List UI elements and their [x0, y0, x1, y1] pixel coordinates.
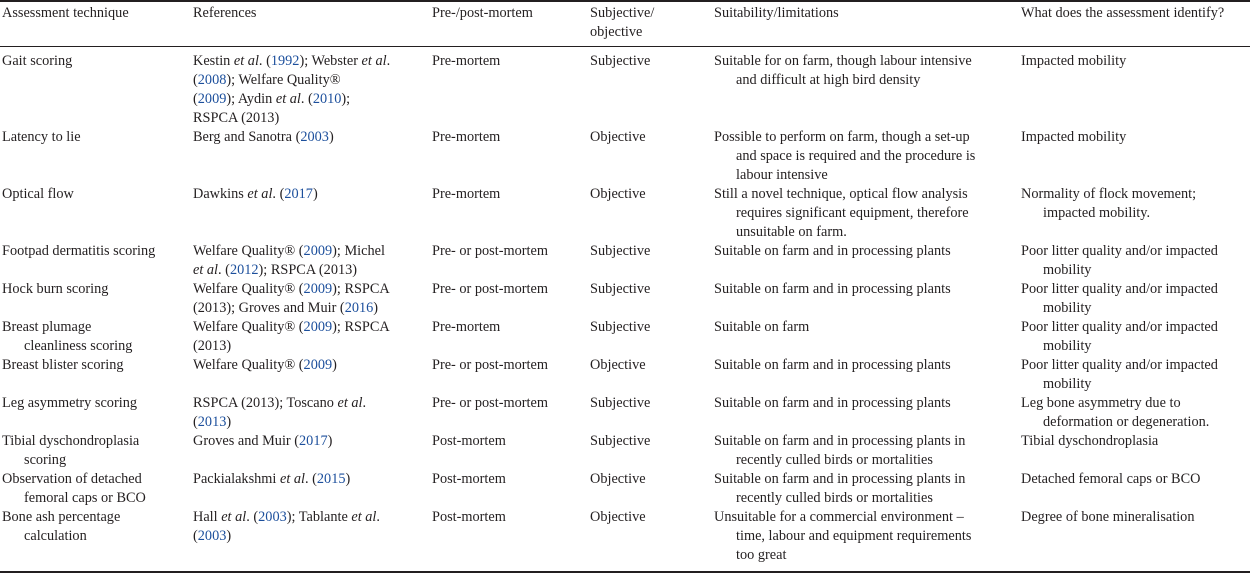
identify-line: mobility — [1043, 300, 1092, 316]
cell-subjective-objective: Subjective — [590, 281, 651, 297]
cell-identify — [1021, 318, 1218, 356]
header-objective-line: objective — [590, 24, 643, 40]
technique-line: Tibial dyschondroplasia — [2, 433, 140, 449]
identify-line: Impacted mobility — [1021, 53, 1127, 69]
cell-pre-post-mortem: Pre-mortem — [432, 186, 501, 202]
cell-subjective-objective: Objective — [590, 509, 646, 525]
cell-pre-post-mortem: Post-mortem — [432, 433, 506, 449]
header-suitability-limitations: Suitability/limitations — [714, 5, 839, 21]
cell-pre-post-mortem: Pre-mortem — [432, 129, 501, 145]
header-subjective-line: Subjective/ — [590, 5, 655, 21]
identify-line: Poor litter quality and/or impacted — [1021, 281, 1218, 297]
identify-line: Detached femoral caps or BCO — [1021, 471, 1201, 487]
cell-identify — [1021, 185, 1196, 223]
identify-line: Normality of flock movement; — [1021, 186, 1197, 202]
suitability-line: Unsuitable for a commercial environment – — [714, 509, 964, 525]
technique-line: femoral caps or BCO — [24, 490, 146, 506]
cell-identify — [1021, 394, 1209, 432]
cell-references: Welfare Quality® (2009); Michel et al. (2012); RSPCA (2013) — [193, 243, 385, 278]
technique-line: Footpad dermatitis scoring — [2, 243, 156, 259]
header-what-identified: What does the assessment identify? — [1021, 5, 1225, 21]
cell-technique — [2, 242, 155, 261]
cell-identify — [1021, 508, 1194, 527]
cell-pre-post-mortem: Post-mortem — [432, 471, 506, 487]
suitability-line: Suitable on farm and in processing plants in — [714, 433, 966, 449]
cell-subjective-objective: Subjective — [590, 433, 651, 449]
header-bottom-rule — [0, 46, 1250, 47]
cell-pre-post-mortem: Pre- or post-mortem — [432, 281, 548, 297]
suitability-line: Suitable on farm — [714, 319, 810, 335]
cell-pre-post-mortem: Pre-mortem — [432, 53, 501, 69]
cell-identify — [1021, 356, 1218, 394]
cell-identify — [1021, 52, 1126, 71]
suitability-line: Still a novel technique, optical flow analysis — [714, 186, 968, 202]
cell-references: Groves and Muir (2017) — [193, 433, 333, 449]
cell-suitability — [714, 128, 975, 185]
suitability-line: too great — [736, 547, 787, 563]
technique-line: Observation of detached — [2, 471, 142, 487]
cell-references: RSPCA (2013); Toscano et al. (2013) — [193, 395, 367, 430]
identify-line: Poor litter quality and/or impacted — [1021, 357, 1218, 373]
suitability-line: recently culled birds or mortalities — [736, 452, 933, 468]
cell-suitability — [714, 318, 809, 337]
suitability-line: Suitable on farm and in processing plants — [714, 357, 951, 373]
identify-line: impacted mobility. — [1043, 205, 1151, 221]
technique-line: Breast plumage — [2, 319, 92, 335]
cell-references: Dawkins et al. (2017) — [193, 186, 318, 202]
cell-technique — [2, 52, 72, 71]
technique-line: calculation — [24, 528, 87, 544]
identify-line: Leg bone asymmetry due to — [1021, 395, 1181, 411]
cell-suitability — [714, 356, 951, 375]
cell-technique — [2, 470, 146, 508]
suitability-line: unsuitable on farm. — [736, 224, 847, 240]
cell-references: Kestin et al. (1992); Webster et al. (2008); Welfare Quality® (2009); Aydin et al. (2010); RSPCA (2013) — [193, 53, 391, 126]
cell-pre-post-mortem: Pre-mortem — [432, 319, 501, 335]
technique-line: Latency to lie — [2, 129, 81, 145]
cell-pre-post-mortem: Pre- or post-mortem — [432, 243, 548, 259]
technique-line: Leg asymmetry scoring — [2, 395, 137, 411]
technique-line: Bone ash percentage — [2, 509, 121, 525]
cell-references: Welfare Quality® (2009); RSPCA (2013) — [193, 319, 390, 354]
identify-line: Poor litter quality and/or impacted — [1021, 319, 1218, 335]
cell-technique — [2, 394, 137, 413]
cell-subjective-objective: Subjective — [590, 243, 651, 259]
cell-references: Welfare Quality® (2009); RSPCA (2013); Groves and Muir (2016) — [193, 281, 390, 316]
suitability-line: Suitable on farm and in processing plants — [714, 243, 951, 259]
header-pre-post-mortem: Pre-/post-mortem — [432, 5, 533, 21]
cell-identify — [1021, 470, 1200, 489]
cell-subjective-objective: Objective — [590, 129, 646, 145]
technique-line: Breast blister scoring — [2, 357, 124, 373]
suitability-line: labour intensive — [736, 167, 828, 183]
cell-suitability — [714, 280, 951, 299]
header-assessment-technique: Assessment technique — [2, 5, 129, 21]
cell-suitability — [714, 242, 951, 261]
cell-suitability — [714, 394, 951, 413]
identify-line: Impacted mobility — [1021, 129, 1127, 145]
identify-line: Poor litter quality and/or impacted — [1021, 243, 1218, 259]
cell-pre-post-mortem: Pre- or post-mortem — [432, 357, 548, 373]
suitability-line: time, labour and equipment requirements — [736, 528, 972, 544]
identify-line: mobility — [1043, 376, 1092, 392]
cell-references: Berg and Sanotra (2003) — [193, 129, 334, 145]
suitability-line: Suitable on farm and in processing plants — [714, 395, 951, 411]
cell-identify — [1021, 432, 1158, 451]
cell-suitability — [714, 432, 965, 470]
table-top-rule — [0, 0, 1250, 2]
cell-technique — [2, 128, 81, 147]
identify-line: mobility — [1043, 338, 1092, 354]
cell-subjective-objective: Objective — [590, 186, 646, 202]
cell-technique — [2, 280, 108, 299]
cell-references: Hall et al. (2003); Tablante et al. (2003) — [193, 509, 380, 544]
cell-subjective-objective: Subjective — [590, 319, 651, 335]
cell-references: Packialakshmi et al. (2015) — [193, 471, 351, 487]
identify-line: deformation or degeneration. — [1043, 414, 1210, 430]
cell-pre-post-mortem: Post-mortem — [432, 509, 506, 525]
cell-references: Welfare Quality® (2009) — [193, 357, 337, 373]
cell-technique — [2, 432, 139, 470]
technique-line: Optical flow — [2, 186, 74, 202]
cell-subjective-objective: Subjective — [590, 53, 651, 69]
cell-suitability — [714, 185, 969, 242]
technique-line: Gait scoring — [2, 53, 73, 69]
cell-subjective-objective: Objective — [590, 357, 646, 373]
suitability-line: Suitable for on farm, though labour intensive — [714, 53, 972, 69]
header-references: References — [193, 5, 257, 21]
identify-line: Tibial dyschondroplasia — [1021, 433, 1159, 449]
header-subjective-objective — [590, 4, 654, 42]
cell-technique — [2, 318, 132, 356]
cell-suitability — [714, 52, 972, 90]
cell-suitability — [714, 508, 971, 565]
technique-line: scoring — [24, 452, 67, 468]
cell-technique — [2, 185, 74, 204]
cell-identify — [1021, 280, 1218, 318]
cell-subjective-objective: Subjective — [590, 395, 651, 411]
suitability-line: and difficult at high bird density — [736, 72, 921, 88]
cell-technique — [2, 356, 124, 375]
cell-identify — [1021, 242, 1218, 280]
table-bottom-rule — [0, 571, 1250, 573]
suitability-line: requires significant equipment, therefore — [736, 205, 969, 221]
cell-suitability — [714, 470, 965, 508]
suitability-line: and space is required and the procedure is — [736, 148, 976, 164]
suitability-line: Suitable on farm and in processing plants in — [714, 471, 966, 487]
suitability-line: Suitable on farm and in processing plants — [714, 281, 951, 297]
technique-line: Hock burn scoring — [2, 281, 109, 297]
suitability-line: recently culled birds or mortalities — [736, 490, 933, 506]
identify-line: Degree of bone mineralisation — [1021, 509, 1195, 525]
cell-technique — [2, 508, 120, 546]
cell-identify — [1021, 128, 1126, 147]
technique-line: cleanliness scoring — [24, 338, 133, 354]
identify-line: mobility — [1043, 262, 1092, 278]
cell-pre-post-mortem: Pre- or post-mortem — [432, 395, 548, 411]
suitability-line: Possible to perform on farm, though a set-up — [714, 129, 970, 145]
cell-subjective-objective: Objective — [590, 471, 646, 487]
